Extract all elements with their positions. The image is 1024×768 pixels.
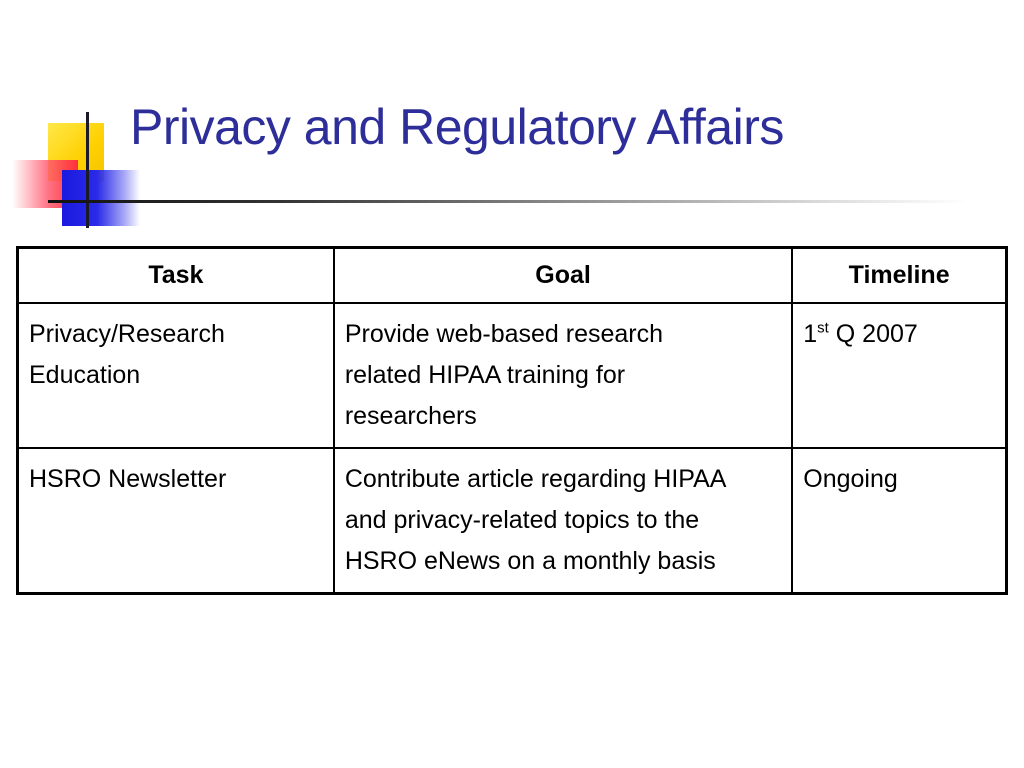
goal-text: researchers xyxy=(344,402,477,430)
timeline-cell xyxy=(792,303,1006,448)
table-row xyxy=(18,303,1007,448)
goal-text: Provide web-based research xyxy=(344,320,664,348)
task-text: Privacy/Research xyxy=(29,320,225,348)
slide-title: Privacy and Regulatory Affairs xyxy=(130,99,784,155)
task-text: Education xyxy=(29,361,141,389)
goal-text: HSRO eNews on a monthly basis xyxy=(344,547,716,575)
timeline-ordinal: st xyxy=(817,319,829,337)
header-task: Task xyxy=(18,248,334,304)
goal-cell xyxy=(334,303,792,448)
logo-vertical-line xyxy=(86,112,89,228)
timeline-text: Q 2007 xyxy=(828,320,918,348)
task-cell xyxy=(18,448,334,594)
task-text: HSRO Newsletter xyxy=(29,465,227,493)
goal-text: Contribute article regarding HIPAA xyxy=(344,465,727,493)
tasks-table xyxy=(16,246,1008,595)
header-timeline: Timeline xyxy=(792,248,1006,304)
table-row xyxy=(18,448,1007,594)
title-underline xyxy=(48,200,968,203)
header-goal: Goal xyxy=(334,248,792,304)
timeline-text: Ongoing xyxy=(803,465,898,493)
logo-blue-square xyxy=(62,170,140,226)
table-header-row xyxy=(18,248,1007,304)
goal-text: and privacy-related topics to the xyxy=(344,506,700,534)
goal-cell xyxy=(334,448,792,594)
goal-text: related HIPAA training for xyxy=(344,361,626,389)
timeline-cell xyxy=(792,448,1006,594)
task-cell xyxy=(18,303,334,448)
timeline-number: 1 xyxy=(803,320,818,348)
